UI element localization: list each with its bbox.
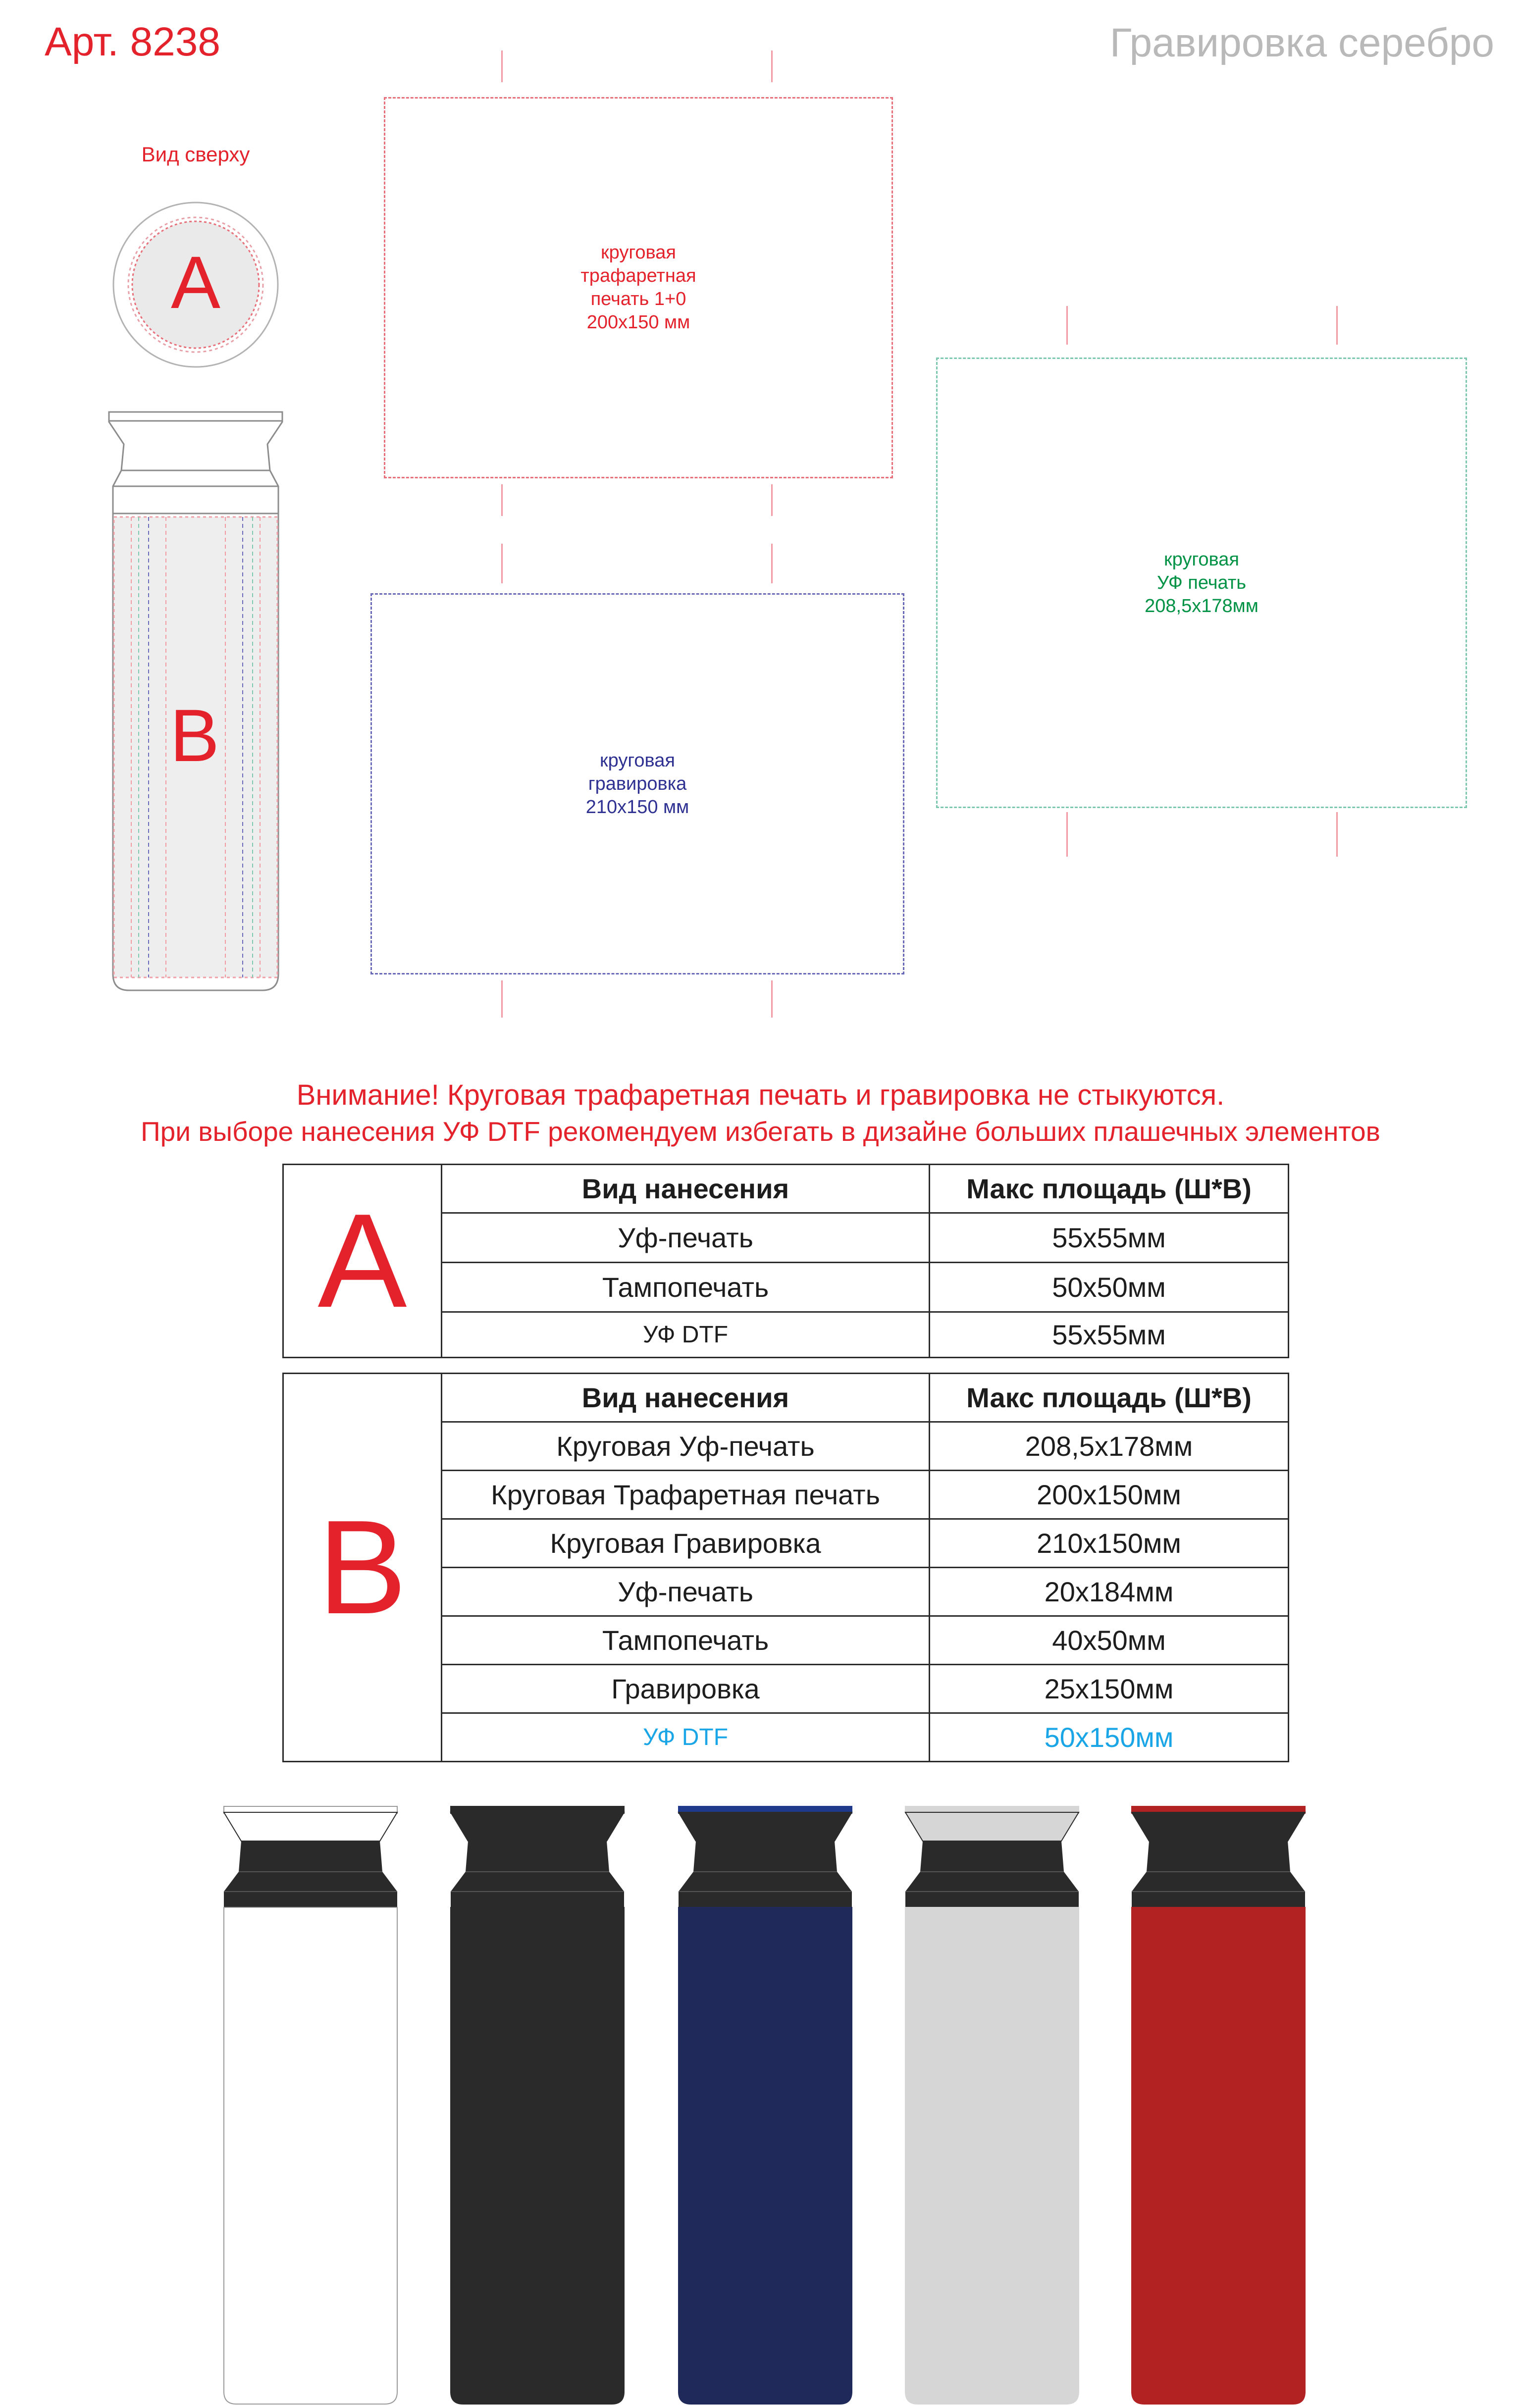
bottle-cap bbox=[224, 1841, 397, 1907]
zone-mark bbox=[1336, 812, 1338, 857]
side-view-drawing bbox=[102, 407, 290, 994]
table-cell-area: 40х50мм bbox=[930, 1616, 1289, 1665]
table-cell-area: 208,5х178мм bbox=[930, 1422, 1289, 1471]
zone-mark bbox=[501, 544, 503, 583]
table-cell-area: 50х50мм bbox=[930, 1263, 1289, 1312]
table-cell-area: 55х55мм bbox=[930, 1312, 1289, 1358]
table-cell-method: Круговая Трафаретная печать bbox=[442, 1471, 930, 1519]
zone-mark bbox=[771, 484, 773, 516]
bottle-body bbox=[679, 1907, 852, 2404]
color-variants bbox=[0, 1797, 1521, 2408]
bottle-variant-white bbox=[224, 1806, 397, 2404]
table-cell-method: УФ DTF bbox=[442, 1713, 930, 1762]
table-a-letter: A bbox=[283, 1165, 442, 1358]
zone-mark bbox=[501, 51, 503, 82]
zone-engraving-line: круговая bbox=[600, 750, 675, 771]
bottle-cap bbox=[1132, 1841, 1305, 1907]
zone-mark bbox=[771, 51, 773, 82]
table-cell-method: УФ DTF bbox=[442, 1312, 930, 1358]
bottle-cap bbox=[905, 1841, 1079, 1907]
zone-uv-print bbox=[936, 358, 1467, 808]
zone-uv-line: УФ печать bbox=[1156, 572, 1247, 593]
table-area-b bbox=[282, 1373, 1289, 1762]
bottle-variant-navy bbox=[679, 1806, 852, 2404]
page-subtitle: Гравировка серебро bbox=[1109, 20, 1494, 65]
table-header-row bbox=[283, 1165, 1289, 1213]
top-view-letter: A bbox=[170, 241, 221, 324]
table-cell-area: 210х150мм bbox=[930, 1519, 1289, 1568]
table-header-area: Макс площадь (Ш*В) bbox=[930, 1374, 1289, 1422]
table-cell-area: 55х55мм bbox=[930, 1213, 1289, 1263]
table-b-letter: B bbox=[283, 1374, 442, 1762]
zone-engraving-line: гравировка bbox=[588, 773, 687, 794]
table-header-method: Вид нанесения bbox=[442, 1374, 930, 1422]
table-cell-area: 25х150мм bbox=[930, 1665, 1289, 1713]
table-cell-area: 50х150мм bbox=[930, 1713, 1289, 1762]
table-cell-method: Круговая Уф-печать bbox=[442, 1422, 930, 1471]
table-cell-area: 200х150мм bbox=[930, 1471, 1289, 1519]
zone-screen-line: 200х150 мм bbox=[586, 312, 690, 333]
table-header-method: Вид нанесения bbox=[442, 1165, 930, 1213]
bottle-cap-top bbox=[1132, 1812, 1305, 1841]
bottle-body bbox=[905, 1907, 1079, 2404]
bottle-cap-top bbox=[224, 1812, 397, 1841]
zone-uv-line: круговая bbox=[1164, 549, 1239, 570]
zone-mark bbox=[501, 980, 503, 1018]
bottle-cap-top bbox=[451, 1812, 624, 1841]
table-cell-method: Уф-печать bbox=[442, 1213, 930, 1263]
zone-engraving-line: 210х150 мм bbox=[585, 796, 689, 818]
table-header-area: Макс площадь (Ш*В) bbox=[930, 1165, 1289, 1213]
table-header-row bbox=[283, 1374, 1289, 1422]
zone-screen-line: круговая bbox=[601, 242, 676, 263]
zone-screen-line: печать 1+0 bbox=[590, 289, 686, 309]
bottle-variant-black bbox=[451, 1806, 624, 2404]
table-cell-method: Уф-печать bbox=[442, 1568, 930, 1616]
bottle-body bbox=[224, 1907, 397, 2404]
top-view-drawing bbox=[106, 198, 285, 371]
zone-mark bbox=[1066, 306, 1068, 345]
top-view-label: Вид сверху bbox=[141, 143, 250, 166]
side-view-cap bbox=[109, 412, 282, 513]
bottle-body bbox=[451, 1907, 624, 2404]
bottle-variant-red bbox=[1132, 1806, 1305, 2404]
zone-mark bbox=[501, 484, 503, 516]
zone-engraving bbox=[370, 593, 904, 974]
table-cell-method: Круговая Гравировка bbox=[442, 1519, 930, 1568]
bottle-cap-top bbox=[905, 1812, 1079, 1841]
warning-line-2: При выборе нанесения УФ DTF рекомендуем избегать в дизайне больших плашечных элементов bbox=[141, 1116, 1380, 1147]
table-area-a bbox=[282, 1164, 1289, 1358]
zone-mark bbox=[771, 980, 773, 1018]
bottle-body bbox=[1132, 1907, 1305, 2404]
zone-screen-line: трафаретная bbox=[580, 265, 696, 286]
zone-mark bbox=[1336, 306, 1338, 345]
table-cell-method: Гравировка bbox=[442, 1665, 930, 1713]
table-cell-method: Тампопечать bbox=[442, 1263, 930, 1312]
bottle-variant-grey bbox=[905, 1806, 1079, 2404]
zone-uv-line: 208,5х178мм bbox=[1145, 595, 1259, 616]
zone-screen-print bbox=[384, 97, 893, 478]
bottle-cap-top bbox=[679, 1812, 852, 1841]
table-cell-area: 20х184мм bbox=[930, 1568, 1289, 1616]
side-view-letter: B bbox=[169, 694, 220, 777]
zone-mark bbox=[771, 544, 773, 583]
bottle-cap bbox=[451, 1841, 624, 1907]
zone-mark bbox=[1066, 812, 1068, 857]
table-cell-method: Тампопечать bbox=[442, 1616, 930, 1665]
warning-line-1: Внимание! Круговая трафаретная печать и гравировка не стыкуются. bbox=[296, 1079, 1225, 1111]
bottle-cap bbox=[679, 1841, 852, 1907]
page-title: Арт. 8238 bbox=[45, 19, 220, 64]
